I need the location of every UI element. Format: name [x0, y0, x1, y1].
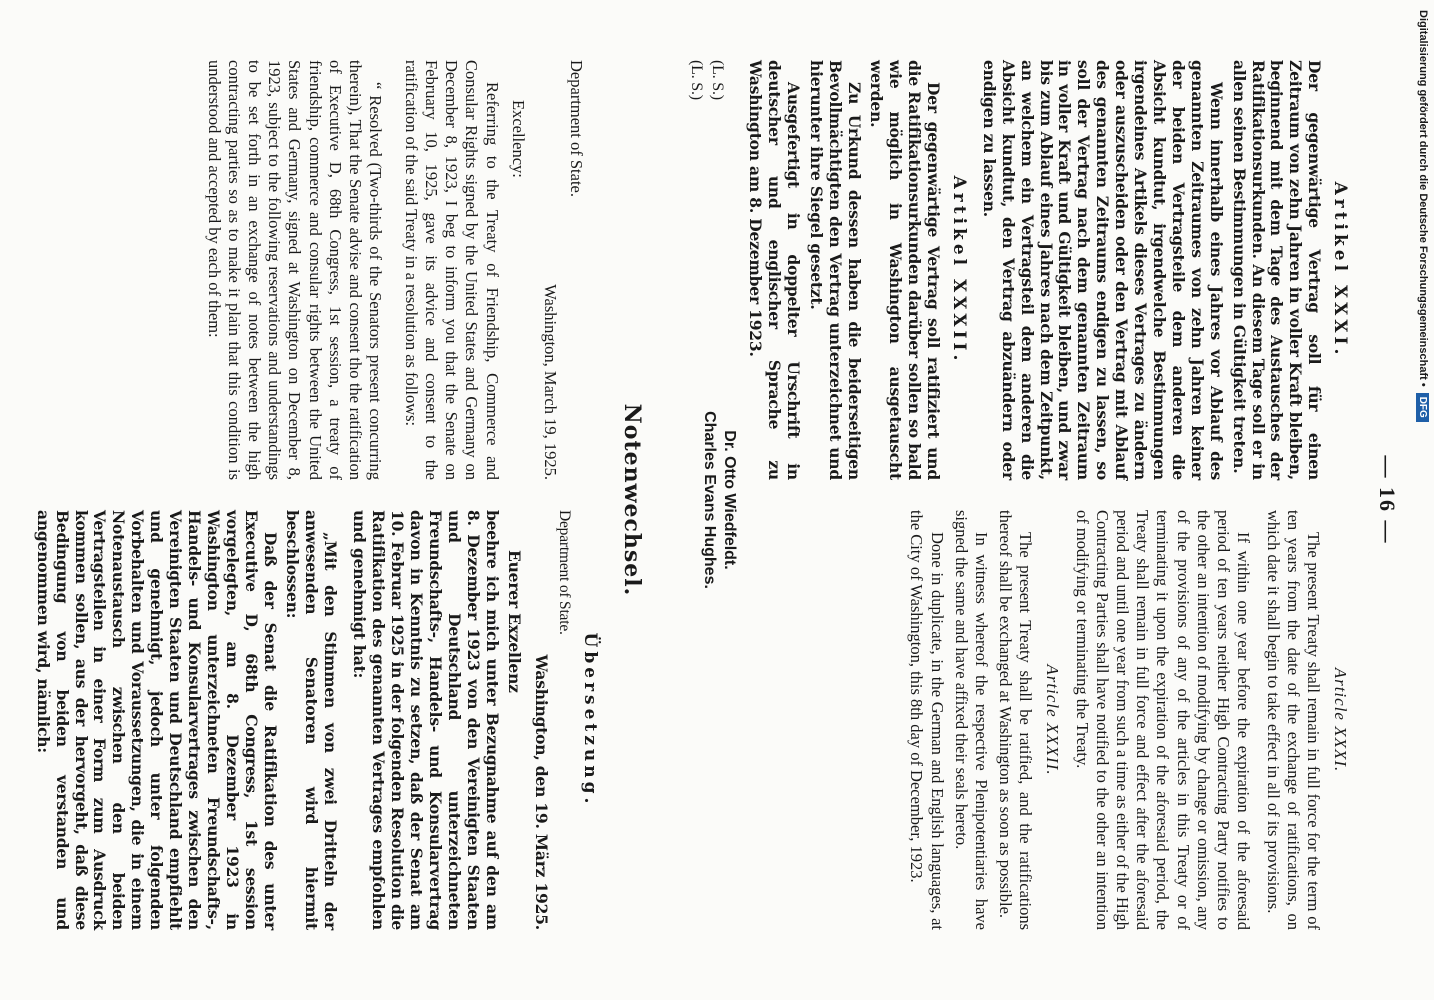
heading-artikel-xxxii: Artikel XXXII. [948, 175, 969, 365]
heading-article-xxxii: Article XXXII. [1042, 664, 1062, 776]
paragraph: “ Resolved (Two-thirds of the Senators present concurring therein), That the Senate advise and consent tho the ratification of Executive D, 68th Congress, 1st session, a treaty of friendship, commerce and consular rights between the United States and Germany, signed at Washington on December 8, 1923, subject to the following reservations and understandings to be set forth in an exchange of notes between the high contracting parties so as to make it plain that this condition is understood and accepted by each of them: [205, 60, 385, 480]
paragraph: In witness whereof the respective Plenipotentiaries have signed the same and have affixed their seals hereto. [951, 510, 991, 930]
paragraph: The present Treaty shall remain in full force for the term of ten years from the date of the exchange of ratifications, on which date it shall begin to take effect in all of its provisions. [1264, 510, 1324, 930]
paragraph: Der gegenwärtige Vertrag soll für einen Zeitraum von zehn Jahren in voller Kraft bleiben, beginnend mit dem Tage des Austausches der Ratifikationsurkunden. An diesem Tage soll er in allen seinen Bestimmungen in Gültigkeit treten. [1229, 60, 1325, 480]
seal-mark: (L. S.) [709, 60, 727, 100]
column-english-note [200, 60, 600, 480]
signature-block [698, 260, 740, 740]
column-german-note [29, 510, 600, 930]
paragraph: Daß der Senat die Ratifikation des unter Executive D, 68th Congress, 1st session vorgelegten, am 8. Dezember 1923 in Washington unterzeichneten Freundschafts-, Handels- und Konsularvertrages zwischen den Vereinigten Staaten und Deutschland empfiehlt und genehmigt, jedoch unter folgenden Vorbehalten und Voraussetzungen, die in einem Notenaustausch zwischen den beiden Vertragsteilen in einer Form zum Ausdruck kommen sollen, aus der hervorgeht, daß diese Bedingung von beiden verstanden und angenommen wird, nämlich: [33, 510, 280, 930]
section-title-notenwechsel: Notenwechsel. [619, 403, 645, 597]
paragraph: If within one year before the expiration of the aforesaid period of ten years neither High Contracting Party notifies to the other an intention of modifying by change or omission, any of the provisions of any of the articles in this Treaty or of terminating it upon the expiration of the aforesaid period, the Treaty shall remain in full force and effect after the aforesaid period and until one year from such a time as either of the High Contracting Parties shall have notified to the other an intention of modifying or terminating the Treaty. [1072, 510, 1253, 930]
column-english-treaty [902, 510, 1360, 930]
department-line: Department of State. [567, 60, 586, 197]
rotated-page [33, 60, 1400, 940]
paragraph: Referring to the Treaty of Friendship, Commerce and Consular Rights signed by the United States and Germany on December 8, 1923, I beg to inform you that the Senate on February 10, 1925, gave its advice and consent to the ratification of the said Treaty in a resolution as follows: [402, 60, 502, 480]
salutation: Excellency: [508, 100, 528, 178]
paragraph: Ausgefertigt in doppelter Urschrift in deutscher und englischer Sprache zu Washington am 8. Dezember 1923. [746, 60, 803, 480]
heading-uebersetzung: Übersetzung. [580, 632, 600, 808]
signature-hughes: Charles Evans Hughes. [701, 411, 718, 589]
paragraph: „Mit den Stimmen von zwei Dritteln der anwesenden Senatoren wird hiermit beschlossen: [283, 510, 341, 930]
column-german-treaty [686, 60, 1360, 480]
signature-wiedfeldt: Dr. Otto Wiedfeldt. [721, 430, 738, 570]
seal-mark: (L. S.) [687, 60, 705, 100]
digitization-credit-text: Digitalisierung gefördert durch die Deutsche Forschungsgemeinschaft • [1417, 10, 1429, 387]
heading-article-xxxi: Article XXXI. [1331, 667, 1350, 773]
paragraph: Done in duplicate, in the German and English languages, at the City of Washington, this 8th day of December, 1923. [907, 510, 947, 930]
date-line: Washington, March 19, 1925. [540, 284, 560, 480]
department-line: Department of State. [556, 510, 574, 635]
paragraph: The present Treaty shall be ratified, and the ratifications thereof shall be exchanged at Washington as soon as possible. [995, 510, 1036, 930]
heading-artikel-xxxi: Artikel XXXI. [1330, 181, 1350, 359]
salutation: Euerer Exzellenz [505, 550, 525, 693]
paragraph: Zu Urkund dessen haben die beiderseitigen Bevollmächtigten den Vertrag unterzeichnet und hierunter ihre Siegel gesetzt. [806, 60, 864, 480]
date-line: Washington, den 19. März 1925. [532, 654, 552, 930]
paragraph: Wenn innerhalb eines Jahres vor Ablauf des genannten Zeitraumes von zehn Jahren keiner der beiden Vertragsteile dem anderen die Absicht kundtut, irgendwelche Bestimmungen irgendeines Artikels dieses Vertrages zu ändern oder auszuscheiden oder den Vertrag mit Ablauf des genannten Zeitraums endigen zu lassen, so soll der Vertrag nach dem genannten Zeitraum in voller Kraft und Gültigkeit bleiben, und zwar bis zum Ablauf eines Jahres nach dem Zeitpunkt, an welchem ein Vertragsteil dem anderen die Absicht kundtut, den Vertrag abzuändern oder endigen zu lassen. [979, 60, 1226, 480]
paragraph: Der gegenwärtige Vertrag soll ratifiziert und die Ratifikationsurkunden darüber sollen so bald wie möglich in Washington ausgetauscht werden. [867, 60, 944, 480]
page-number: — 16 — [1375, 455, 1400, 545]
digitization-credit [1412, 10, 1434, 990]
digitization-credit-text-wrap [1412, 10, 1434, 990]
dfg-logo: DFG [1417, 393, 1430, 422]
paragraph: beehre ich mich unter Bezugnahme auf den am 8. Dezember 1923 von den Vereinigten Staaten und Deutschland unterzeichneten Freundschafts-, Handels- und Konsularvertrag davon in Kenntnis zu setzen, daß der Senat am 10. Februar 1925 in der folgenden Resolution die Ratifikation des genannten Vertrages empfohlen und genehmigt hat: [350, 510, 502, 930]
